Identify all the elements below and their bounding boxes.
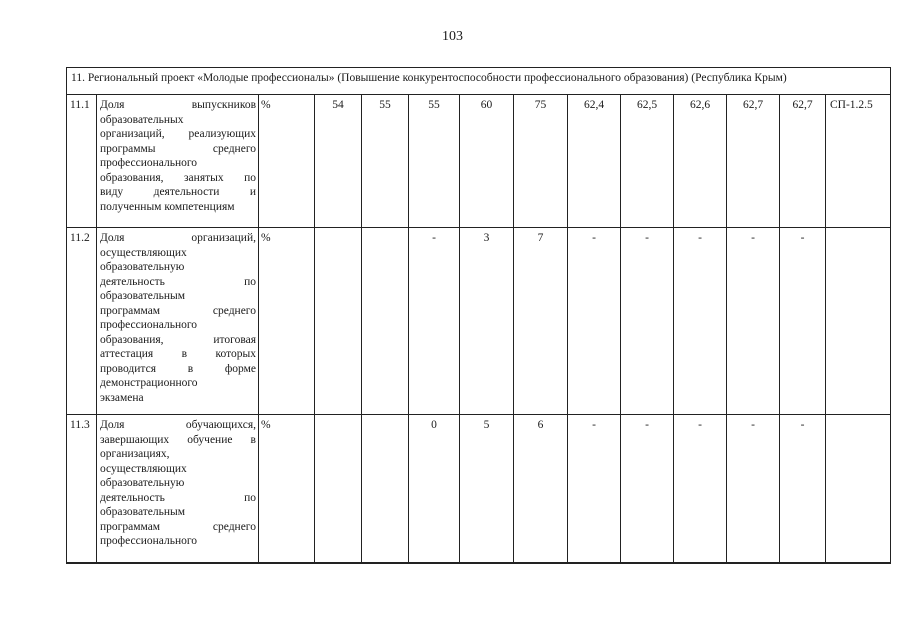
indicator-name (97, 415, 259, 564)
value-cell: 62,4 (568, 95, 621, 228)
indicator-name-line: деятельность по (100, 491, 256, 504)
page-number: 103 (442, 29, 463, 44)
value-cell: 3 (460, 228, 514, 415)
indicator-name-line: виду деятельности и (100, 186, 256, 198)
indicator-name-line: профессионального (100, 157, 198, 169)
table-row (67, 415, 891, 564)
indicator-name-line: профессионального (100, 319, 198, 331)
indicator-name-line: образования, итоговая (100, 333, 256, 346)
source-code-cell (826, 228, 891, 415)
value-cell (362, 228, 409, 415)
indicator-name-line: Доля организаций, (100, 232, 256, 244)
value-cell: 62,7 (727, 95, 780, 228)
indicator-name-line: организаций, реализующих (100, 128, 256, 140)
value-cell: - (780, 415, 826, 564)
value-cell: 7 (514, 228, 568, 415)
indicator-name-line: демонстрационного (100, 377, 198, 389)
value-cell (315, 228, 362, 415)
section-header: 11. Региональный проект «Молодые профессионалы» (Повышение конкурентоспособности профессионального образования) (Республика Крым) (67, 68, 891, 95)
indicator-name-line: образовательным (100, 290, 186, 302)
value-cell (362, 415, 409, 564)
value-cell: - (409, 228, 460, 415)
value-cell: 0 (409, 415, 460, 564)
indicator-name-line: программы среднего (100, 142, 256, 155)
indicator-name-line: осуществляющих (100, 246, 187, 259)
indicator-name-line: образования, занятых по (100, 171, 256, 184)
value-cell: 62,7 (780, 95, 826, 228)
source-code-cell (826, 415, 891, 564)
value-cell: - (568, 415, 621, 564)
indicator-name-line: образовательную (100, 477, 185, 489)
section-header-row (67, 68, 891, 95)
value-cell: - (727, 415, 780, 564)
unit-cell: % (259, 228, 315, 415)
value-cell: 6 (514, 415, 568, 564)
table-row (67, 95, 891, 228)
table-row (67, 228, 891, 415)
value-cell: 54 (315, 95, 362, 228)
indicator-name (97, 228, 259, 415)
indicator-name-line: программам среднего (100, 520, 256, 533)
value-cell: - (621, 415, 674, 564)
value-cell (315, 415, 362, 564)
indicator-name-line: проводится в форме (100, 362, 256, 375)
indicator-name-line: профессионального (100, 535, 198, 547)
indicator-name-line: Доля выпускников (100, 99, 256, 111)
indicator-name-line: аттестация в которых (100, 348, 256, 360)
value-cell: - (568, 228, 621, 415)
value-cell: 62,5 (621, 95, 674, 228)
table-bottom-border (66, 562, 890, 563)
unit-cell: % (259, 95, 315, 228)
value-cell: - (674, 415, 727, 564)
indicator-name-line: образовательным (100, 506, 186, 518)
indicator-name-line: образовательных (100, 113, 184, 126)
value-cell: 55 (362, 95, 409, 228)
value-cell: 75 (514, 95, 568, 228)
indicator-name-line: программам среднего (100, 304, 256, 317)
source-code-cell: СП-1.2.5 (826, 95, 891, 228)
indicator-name-line: экзамена (100, 391, 144, 404)
indicator-name-line: деятельность по (100, 275, 256, 288)
indicators-table (66, 67, 891, 564)
value-cell: 62,6 (674, 95, 727, 228)
value-cell: - (621, 228, 674, 415)
indicator-name-line: завершающих обучение в (100, 433, 256, 446)
row-number: 11.2 (67, 228, 97, 415)
row-number: 11.1 (67, 95, 97, 228)
unit-cell: % (259, 415, 315, 564)
indicator-name-line: образовательную (100, 261, 185, 273)
value-cell: 5 (460, 415, 514, 564)
row-number: 11.3 (67, 415, 97, 564)
indicator-name-line: осуществляющих (100, 462, 187, 475)
value-cell: - (727, 228, 780, 415)
value-cell: - (674, 228, 727, 415)
value-cell: 60 (460, 95, 514, 228)
value-cell: - (780, 228, 826, 415)
indicator-name-line: организациях, (100, 448, 170, 460)
indicator-name-line: Доля обучающихся, (100, 419, 256, 431)
value-cell: 55 (409, 95, 460, 228)
indicator-name (97, 95, 259, 228)
indicator-name-line: полученным компетенциям (100, 200, 235, 213)
